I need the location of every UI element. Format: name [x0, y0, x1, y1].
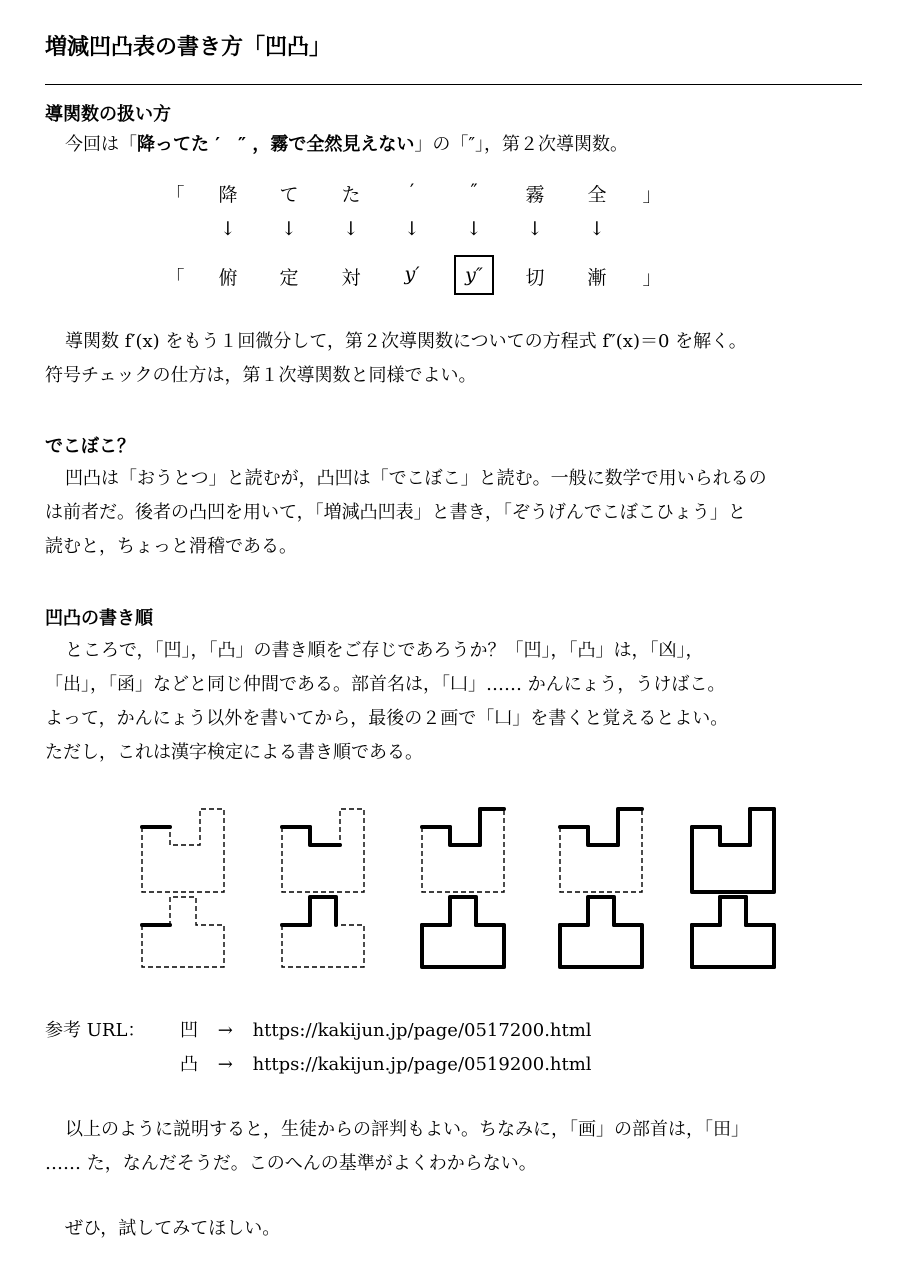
concave-stroke-step-3-stroke-3: [480, 809, 504, 845]
convex-stroke-step-2: [282, 897, 364, 967]
reference-item-convex: [180, 1050, 592, 1076]
concave-stroke-step-5: [692, 809, 774, 892]
closing-body: [45, 1113, 865, 1181]
bottom-char-7: 漸: [587, 267, 607, 289]
closing-final: [45, 1212, 865, 1246]
stroke-line-4: ただし，これは漢字検定による書き順である。: [45, 742, 423, 763]
section3-body: [45, 634, 865, 770]
reference-url-link[interactable]: https://kakijun.jp/page/0517200.html: [252, 1020, 592, 1041]
section-heading-stroke-order: 凹凸の書き順: [45, 608, 153, 629]
section1-body: [45, 325, 865, 393]
reference-char: 凸: [180, 1054, 198, 1075]
bottom-char-6: 切: [525, 267, 545, 289]
concave-stroke-step-5-stroke-2: [720, 827, 750, 845]
closing-line-2: …… た，なんだそうだ。このへんの基準がよくわからない。: [45, 1153, 537, 1174]
bottom-char-5: y″: [454, 255, 494, 295]
section-heading-dekoboko: でこぼこ？: [45, 436, 135, 457]
down-arrow-icon-7: ↓: [589, 218, 605, 240]
closing-line-3: ぜひ，試してみてほしい。: [65, 1218, 281, 1239]
section-heading-derivatives: 導関数の扱い方: [45, 104, 171, 125]
top-char-4: ′: [409, 180, 415, 202]
section1-intro: [45, 128, 865, 162]
arrow-icon: →: [217, 1054, 233, 1075]
stroke-line-3: よって，かんにょう以外を書いてから，最後の２画で「凵」を書くと覚えるとよい。: [45, 708, 729, 729]
convex-stroke-step-4-stroke-3: [560, 925, 642, 967]
intro-pre: 今回は「: [65, 134, 137, 155]
stroke-order-diagram: [0, 795, 905, 990]
dekoboko-line-2: は前者だ。後者の凸凹を用いて，「増減凸凹表」と書き，「ぞうげんでこぼこひょう」と: [45, 502, 746, 523]
top-char-1: 降: [218, 184, 238, 206]
mnemonic-mapping: [0, 180, 905, 300]
intro-mnemonic: 降ってた ′ ″ ，霧で全然見えない: [137, 134, 415, 155]
top-char-3: た: [341, 184, 361, 206]
down-arrow-icon-4: ↓: [404, 218, 420, 240]
convex-stroke-step-5-stroke-3: [692, 925, 774, 967]
dekoboko-line-1: 凹凸は「おうとつ」と読むが，凸凹は「でこぼこ」と読む。一般に数学で用いられるの: [65, 468, 767, 489]
reference-item-concave: [180, 1016, 592, 1042]
concave-stroke-step-2: [282, 809, 364, 892]
convex-stroke-step-3-stroke-2: [450, 897, 476, 925]
bottom-char-1: 俯: [218, 267, 238, 289]
title-divider: [45, 84, 862, 85]
concave-stroke-step-3: [422, 809, 504, 892]
reference-label: 参考 URL：: [45, 1020, 146, 1041]
convex-stroke-step-4: [560, 897, 642, 967]
concave-stroke-step-3-stroke-2: [450, 827, 480, 845]
bottom-char-2: 定: [279, 267, 299, 289]
convex-stroke-step-1: [142, 897, 224, 967]
stroke-line-1: ところで，「凹」，「凸」の書き順をご存じであろうか？「凹」，「凸」は，「凶」，: [65, 640, 704, 661]
convex-stroke-step-2-stroke-2: [310, 897, 336, 925]
top-char-8: 」: [642, 184, 662, 206]
arrow-icon: →: [217, 1020, 233, 1041]
derivative-line-2: 符号チェックの仕方は，第１次導関数と同様でよい。: [45, 365, 477, 386]
concave-stroke-step-4-stroke-3: [618, 809, 642, 845]
bottom-char-8: 」: [642, 267, 662, 289]
derivative-line-1: 導関数 f′(x) をもう１回微分して，第２次導関数についての方程式 f″(x)＝0 を解く。: [65, 331, 747, 352]
down-arrow-icon-2: ↓: [281, 218, 297, 240]
down-arrow-icon-1: ↓: [220, 218, 236, 240]
concave-stroke-step-5-stroke-3: [750, 809, 774, 845]
down-arrow-icon-3: ↓: [343, 218, 359, 240]
top-char-7: 全: [587, 184, 607, 206]
concave-stroke-step-4: [560, 809, 642, 892]
closing-line-1: 以上のように説明すると，生徒からの評判もよい。ちなみに，「画」の部首は，「田」: [65, 1119, 749, 1140]
bottom-char-3: 対: [341, 267, 361, 289]
bottom-char-4: y′: [404, 263, 420, 285]
down-arrow-icon-5: ↓: [466, 218, 482, 240]
convex-stroke-step-5: [692, 897, 774, 967]
top-char-5: ″: [470, 180, 478, 202]
down-arrow-icon-6: ↓: [527, 218, 543, 240]
bottom-char-0: 「: [165, 267, 185, 289]
concave-stroke-step-2-stroke-2: [310, 827, 340, 845]
top-char-6: 霧: [525, 184, 545, 206]
intro-post: 」の「″」，第２次導関数。: [414, 134, 629, 155]
top-char-0: 「: [165, 184, 185, 206]
stroke-line-2: 「出」，「函」などと同じ仲間である。部首名は，「凵」…… かんにょう，うけばこ。: [45, 674, 726, 695]
reference-char: 凹: [180, 1020, 198, 1041]
convex-stroke-step-3-stroke-3: [422, 925, 504, 967]
page-title: 増減凹凸表の書き方「凹凸」: [45, 35, 332, 60]
concave-stroke-step-4-stroke-2: [588, 827, 618, 845]
convex-stroke-step-3: [422, 897, 504, 967]
top-char-2: て: [279, 184, 299, 206]
section2-body: [45, 462, 865, 564]
reference-url-link[interactable]: https://kakijun.jp/page/0519200.html: [252, 1054, 592, 1075]
dekoboko-line-3: 読むと，ちょっと滑稽である。: [45, 536, 297, 557]
convex-stroke-step-4-stroke-2: [588, 897, 614, 925]
concave-stroke-step-1: [142, 809, 224, 892]
convex-stroke-step-5-stroke-2: [720, 897, 746, 925]
